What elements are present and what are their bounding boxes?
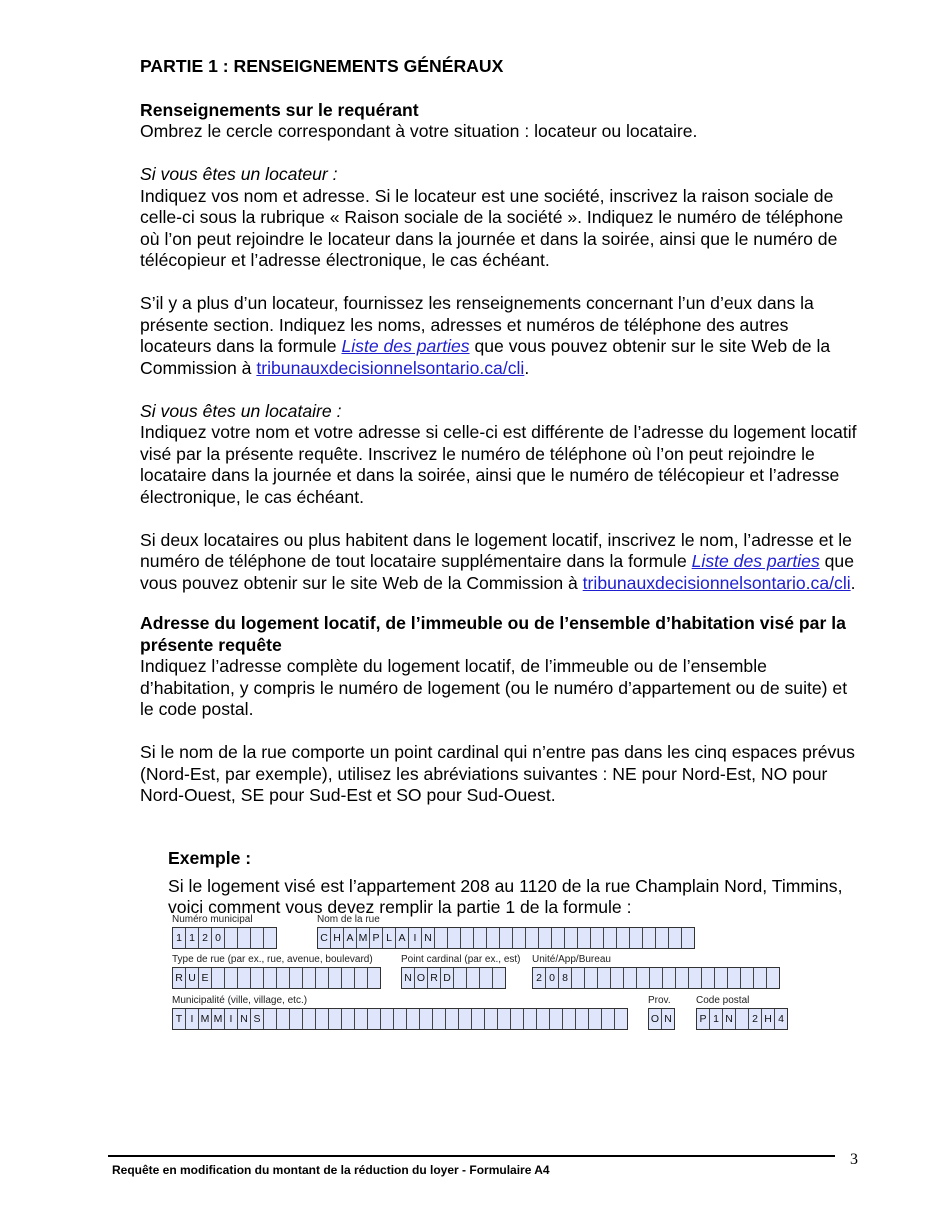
char-cell: N [723, 1009, 736, 1029]
char-cell: E [199, 968, 212, 988]
locateur-label: Si vous êtes un locateur : [140, 164, 338, 184]
requerant-intro: Ombrez le cercle correspondant à votre situation : locateur ou locataire. [140, 121, 698, 141]
char-cell: H [331, 928, 344, 948]
char-cell [537, 1009, 550, 1029]
char-cell: M [199, 1009, 212, 1029]
text-span: Si deux locataires ou plus habitent dans le logement locatif, inscrivez le nom, l’adresse et le numéro de téléphone de tout locataire supplémentaire dans la formule [140, 529, 852, 571]
requerant-heading: Renseignements sur le requérant [140, 99, 419, 120]
char-cell: N [402, 968, 415, 988]
char-cell [316, 968, 329, 988]
char-cell: O [415, 968, 428, 988]
char-cell [290, 1009, 303, 1029]
char-cell [277, 1009, 290, 1029]
char-cell [656, 928, 669, 948]
char-cell [238, 968, 251, 988]
char-cell [459, 1009, 472, 1029]
char-cell [598, 968, 611, 988]
locateur-multiple-paragraph [140, 293, 860, 379]
locataire-multiple-paragraph [140, 530, 860, 595]
char-cell [702, 968, 715, 988]
char-cell [238, 928, 251, 948]
char-cell [513, 928, 526, 948]
adresse-text-1: Indiquez l’adresse complète du logement locatif, de l’immeuble ou de l’ensemble d’habitation, y compris le numéro de logement (ou le numéro d’appartement ou de suite) et le code postal. [140, 656, 848, 719]
char-cell [728, 968, 741, 988]
text-span: que vous pouvez obtenir sur le site Web de la Commission à [140, 551, 854, 593]
char-cell: U [186, 968, 199, 988]
point-cardinal-label: Point cardinal (par ex., est) [401, 954, 521, 965]
char-cell [615, 1009, 627, 1029]
char-cell [563, 1009, 576, 1029]
char-cell: H [762, 1009, 775, 1029]
section-title: PARTIE 1 : RENSEIGNEMENTS GÉNÉRAUX [140, 56, 504, 76]
main-content [140, 56, 860, 807]
char-cell: P [370, 928, 383, 948]
char-cell [251, 968, 264, 988]
prov-field[interactable] [648, 1008, 675, 1030]
char-cell [472, 1009, 485, 1029]
char-cell [342, 968, 355, 988]
char-cell: 2 [749, 1009, 762, 1029]
example-address-form [170, 914, 810, 1034]
char-cell [663, 968, 676, 988]
char-cell [736, 1009, 749, 1029]
char-cell [572, 968, 585, 988]
footer-divider [108, 1155, 835, 1157]
char-cell [368, 968, 380, 988]
char-cell [303, 968, 316, 988]
municipalite-field[interactable] [172, 1008, 628, 1030]
char-cell [355, 1009, 368, 1029]
char-cell [643, 928, 656, 948]
char-cell: M [357, 928, 370, 948]
char-cell [474, 928, 487, 948]
char-cell [589, 1009, 602, 1029]
unite-field[interactable] [532, 967, 780, 989]
char-cell [251, 928, 264, 948]
char-cell [637, 968, 650, 988]
char-cell [682, 928, 694, 948]
char-cell [454, 968, 467, 988]
char-cell [604, 928, 617, 948]
char-cell [689, 968, 702, 988]
locataire-text: Indiquez votre nom et votre adresse si celle-ci est différente de l’adresse du logement locatif visé par la présente requête. Inscrivez le numéro de téléphone où l’on peut rejoindre le locataire dans la journée et dans la soirée, ainsi que le numéro de télécopieur et l’adresse électronique, le cas échéant. [140, 422, 857, 507]
nom-rue-field[interactable] [317, 927, 695, 949]
liste-des-parties-link[interactable]: Liste des parties [691, 551, 820, 571]
char-cell [368, 1009, 381, 1029]
char-cell: 8 [559, 968, 572, 988]
char-cell: R [428, 968, 441, 988]
type-rue-label: Type de rue (par ex., rue, avenue, boulevard) [172, 954, 373, 965]
type-rue-field[interactable] [172, 967, 381, 989]
char-cell [578, 928, 591, 948]
char-cell [602, 1009, 615, 1029]
char-cell [539, 928, 552, 948]
locateur-text: Indiquez vos nom et adresse. Si le locateur est une société, inscrivez la raison sociale de celle-ci sous la rubrique « Raison sociale de la société ». Indiquez le numéro de téléphone où l’on peut rejoindre le locateur dans la journée et dans la soirée, ainsi que le numéro de télécopieur et l’adresse électronique, le cas échéant. [140, 185, 844, 270]
page-number: 3 [850, 1151, 858, 1168]
char-cell [676, 968, 689, 988]
char-cell [264, 1009, 277, 1029]
char-cell [669, 928, 682, 948]
char-cell: N [238, 1009, 251, 1029]
char-cell: I [225, 1009, 238, 1029]
char-cell [264, 928, 276, 948]
char-cell [303, 1009, 316, 1029]
text-span: que vous pouvez obtenir sur le site Web de la Commission à [140, 336, 831, 378]
char-cell: T [173, 1009, 186, 1029]
char-cell: S [251, 1009, 264, 1029]
char-cell: 1 [173, 928, 186, 948]
char-cell [617, 928, 630, 948]
char-cell [754, 968, 767, 988]
char-cell [467, 968, 480, 988]
char-cell [212, 968, 225, 988]
char-cell: 1 [186, 928, 199, 948]
char-cell [576, 1009, 589, 1029]
char-cell: L [383, 928, 396, 948]
char-cell: P [697, 1009, 710, 1029]
char-cell: M [212, 1009, 225, 1029]
char-cell [767, 968, 779, 988]
char-cell [552, 928, 565, 948]
char-cell [290, 968, 303, 988]
adresse-text-2: Si le nom de la rue comporte un point cardinal qui n’entre pas dans les cinq espaces prévus (Nord-Est, par exemple), utilisez les abréviations suivantes : NE pour Nord-Est, NO pour Nord-Ouest, SE pour Sud-Est et SO pour Sud-Ouest. [140, 742, 855, 805]
char-cell: N [422, 928, 435, 948]
nom-rue-label: Nom de la rue [317, 914, 380, 925]
char-cell: A [344, 928, 357, 948]
code-postal-field[interactable] [696, 1008, 788, 1030]
char-cell [585, 968, 598, 988]
cli-website-link[interactable]: tribunauxdecisionnelsontario.ca/cli [256, 357, 525, 378]
code-postal-label: Code postal [696, 995, 750, 1006]
char-cell: 2 [533, 968, 546, 988]
cli-website-link[interactable]: tribunauxdecisionnelsontario.ca/cli [582, 572, 851, 593]
char-cell [650, 968, 663, 988]
char-cell [500, 928, 513, 948]
text-span: . [524, 357, 530, 378]
adresse-heading: Adresse du logement locatif, de l’immeuble ou de l’ensemble d’habitation visé par la présente requête [140, 613, 846, 655]
numero-municipal-label: Numéro municipal [172, 914, 253, 925]
char-cell [550, 1009, 563, 1029]
char-cell [524, 1009, 537, 1029]
numero-municipal-field[interactable] [172, 927, 277, 949]
char-cell [225, 968, 238, 988]
point-cardinal-field[interactable] [401, 967, 506, 989]
char-cell [565, 928, 578, 948]
char-cell: C [318, 928, 331, 948]
char-cell [741, 968, 754, 988]
municipalite-label: Municipalité (ville, village, etc.) [172, 995, 308, 1006]
char-cell [355, 968, 368, 988]
char-cell: 4 [775, 1009, 787, 1029]
footer-form-title: Requête en modification du montant de la réduction du loyer - Formulaire A4 [112, 1163, 550, 1177]
text-span: . [850, 572, 856, 593]
char-cell: N [662, 1009, 674, 1029]
char-cell: R [173, 968, 186, 988]
char-cell [381, 1009, 394, 1029]
char-cell: I [409, 928, 422, 948]
char-cell [316, 1009, 329, 1029]
unite-label: Unité/App/Bureau [532, 954, 611, 965]
char-cell [433, 1009, 446, 1029]
char-cell [715, 968, 728, 988]
char-cell [487, 928, 500, 948]
char-cell [485, 1009, 498, 1029]
char-cell [446, 1009, 459, 1029]
char-cell [394, 1009, 407, 1029]
char-cell: D [441, 968, 454, 988]
char-cell: 1 [710, 1009, 723, 1029]
char-cell [264, 968, 277, 988]
char-cell [630, 928, 643, 948]
prov-label: Prov. [648, 995, 671, 1006]
char-cell [511, 1009, 524, 1029]
char-cell [591, 928, 604, 948]
char-cell: 2 [199, 928, 212, 948]
char-cell [498, 1009, 511, 1029]
example-block [168, 848, 848, 919]
char-cell [225, 928, 238, 948]
example-heading: Exemple : [168, 848, 252, 868]
char-cell [461, 928, 474, 948]
text-span: S’il y a plus d’un locateur, fournissez les renseignements concernant l’un d’eux dans la présente section. Indiquez les noms, adresses et numéros de téléphone des autres locateurs dans la formule [140, 293, 814, 356]
char-cell [329, 1009, 342, 1029]
char-cell [277, 968, 290, 988]
char-cell [526, 928, 539, 948]
char-cell [420, 1009, 433, 1029]
char-cell: A [396, 928, 409, 948]
char-cell [407, 1009, 420, 1029]
char-cell [611, 968, 624, 988]
example-text: Si le logement visé est l’appartement 208 au 1120 de la rue Champlain Nord, Timmins, voici comment vous devez remplir la partie 1 de la formule : [168, 875, 843, 917]
char-cell [342, 1009, 355, 1029]
char-cell [624, 968, 637, 988]
char-cell [493, 968, 505, 988]
char-cell: O [649, 1009, 662, 1029]
char-cell [448, 928, 461, 948]
char-cell: 0 [546, 968, 559, 988]
char-cell [480, 968, 493, 988]
char-cell [435, 928, 448, 948]
locataire-label: Si vous êtes un locataire : [140, 400, 342, 421]
char-cell [329, 968, 342, 988]
char-cell: 0 [212, 928, 225, 948]
char-cell: I [186, 1009, 199, 1029]
liste-des-parties-link[interactable]: Liste des parties [341, 336, 470, 356]
